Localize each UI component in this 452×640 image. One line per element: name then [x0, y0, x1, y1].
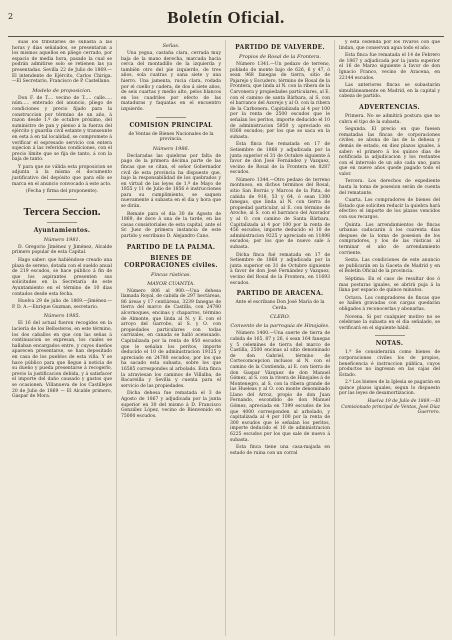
article-text: Quinta. Los arrendamientos de fincas urbanas caducarán á los cuarenta dias despues de la toma de posesion de los compradores, y los de las rústicas al terminar el año de arrendamiento corriente. — [339, 222, 440, 256]
article-text: Dicha dehesa fue rematada el 3 de Agosto de 1867 y adjudicada por la junta superior en 30 del mismo á D. Francisco González López, vecino de Bienvenido en 75000 escudos. — [121, 391, 221, 419]
notas-title: NOTAS. — [375, 340, 404, 348]
article-text: Huelva 29 de julio de 1869.—Jiménez.—P. D. A.—Enrique Guzman, secretario. — [12, 299, 112, 310]
advertencias-title: ADVERTENCIAS. — [359, 103, 420, 111]
article-text: y está cedenda por los rivaros con que lindan, que conservan agua todo el año. — [339, 40, 440, 51]
article-text: Número 1344.—Otro pedazo de terreno montuoso, en dichos términos del Rosal, sitio San Borrás y Marcos de la Pata, de cabida de 918, 53 y 64, ó sean 1380 fanegas, que linda al N. con tierra de propiedad particular, al E. con término de Aroche, al S. con el barranco del Azorador y al O. con camino de Santa Bárbara. Capitalizada al 4 por 100 por la renta de 456 escudos, importe deducido el 10 de administracion 9225 y apreciado en 11898 escudos; por los que de nuevo sale á subasta. — [230, 177, 330, 250]
propios-title: Propios de Rosal de la Frontera. — [239, 54, 321, 60]
partido-title: PARTIDO DE ARACENA. — [236, 290, 324, 298]
notice-number: Número 1986. — [152, 145, 190, 152]
article-text: Número 1341.—Un pedazo de terreno, poblado de monte bajo de 626, 6 y 47, ó sean 968 fanegas de tierra, sitio de Pajarejo y Escudero, término de Rosal de la Frontera, que linda al N. con la ribera de la Carvonera y propiedades particulares, al E. con el camino de santa Bárbara, al S. con el barranco del Azorejo y al O. con la ribera de la Carbonera. Capitalizada al 4 por 100 por la renta de 2500 escudos que le señalan los peritos, importe deducido el 10 de administracion 5850 y apreciado en 8368 escudos; por los que se saca en la subasta. — [230, 62, 330, 140]
clero-title: CLERO. — [270, 314, 290, 321]
article-text: Y para que no válida esta proposicion se adjunta á la misma el documento justificativo del depósito que para ello se marca en el anuncio convocado á este acto. — [12, 164, 112, 187]
article-text: 1.ª Se considerarán como bienes de corporaciones civiles los de propios, beneficencia é instruccion pública, cuyos productos no ingresan en las cajas del Estado. — [339, 350, 440, 378]
article-text: Declaradas las quiebras por falta de pago de la primera décima parte de las fincas que se citan, el señor Gobernador civil de esta provincia ha dispuesto que, bajo la responsabilidad de los quebrados y en virtud de las leyes de 1.º de Mayo de 1855 y 11 de Julio de 1856 é instrucciones para su cumplimiento, se saquen nuevamente á subasta en el dia y hora que se dirán. — [121, 153, 221, 210]
bienes-title: BIENES DE CORPORACIONES civiles. — [124, 254, 218, 269]
partido-title: PARTIDO DE LA PALMA. — [126, 243, 216, 251]
commission-subtitle: de Ventas de Bienes Nacionales de la provincia. — [128, 131, 214, 143]
section-title: Tercera Seccion. — [23, 205, 101, 218]
article-text: Cuarta. Los compradores de bienes del Estado que soliciten reducir la quiebra hará efectivo el importe de los plazos vencidos con sus recargos. — [339, 198, 440, 221]
article-text: Octava. Los compradores de fincas que se hallen gravadas con cargas quedarán obligados á reconocerlas y abonarlas. — [339, 295, 440, 312]
divider — [375, 335, 405, 336]
article-text: suas los tributaries de subasta a las horas y dias señalados, se presentaran a los mismos aquellos en pliego cerrado, por espacio de media hora, pasado la cual se podrán admitirse solo se retienen las ya presentadas. Sevilla 22 de Julio de 1869.— El intendente de Ejército, Carlos Chiriga. —El Secretario, Francisco de P. Castellano. — [12, 40, 112, 85]
signature: (Fecha y firma del proponente). — [25, 189, 99, 195]
column-3 — [226, 40, 335, 636]
notice-number: Número 1985. — [43, 313, 81, 320]
article-text: Una yegua, castaña clara, cerrada muy baja de la mano derecha, marcada hacia cerca del montadillo de la izquierda y también otro del pie izquierdo, de tres años, sola cuatras y sana siete y una hierro. Una jamenta, rucia clara, rodada por el cuello y cadera, de dos á siete años, de seis cuartas y medio alto, pelos blancos en los cuadriles por efecto de las mataduras y faquatas en el encuentro izquierdo. — [121, 51, 221, 112]
senas-title: Señas. — [162, 43, 180, 49]
divider — [47, 222, 77, 223]
column-1 — [8, 40, 117, 636]
divider — [47, 199, 77, 200]
article-text: Las anteriores fincas se subastarán simultáneamente en Madrid, en la capital y cabeza de partido. — [339, 83, 440, 100]
columns — [8, 40, 444, 636]
article-text: Número 806 al 900.—Una dehesa llamada Royal, de cabida de 297 hectáreas, 86 áreas y 17 centiáreas, 3239 fanegas de tierra del marco de Castilla, con 24780 alcornoques, encinas y chaparros, término de Almonte, que linda al N. y E. con el arroyo del Garrobo, al S. y O. con propiedades particulares con todas carrizales, en canada se halló acensuado. Capitalizada por la renta de 850 escudos que le señalan los peritos, importe deducido el 10 de administracion 19125 y apreciado en 24780 escudos; por los que ha sacado esta subasta, sobre los que 16585 correspondes al arbolado. Esta finca la atraviesan los caminos de Villalba, de Bacareilla y Sevilla y cuenta para el servicio de las propiedades. — [121, 288, 221, 389]
article-text: Don F. de T.... vecino de T..... calle..... núm..... enterado del anuncio, pliego de condiciones y precio fijado para la construccion por término de un año, á razon desde 1.º de octubre próximo, del suministro de pan y pienso á la fuerza del ejército y guardia civil estante y transeunte en esta á en tal localidad, se compromete á verificar el espresado servicio con entera sujecion á las referidas condiciones, con el precio límite que se fija de tanto, á con la baja de tanto. — [12, 95, 112, 163]
article-text: Esta finca fue rematada en 17 de Setiembre de 1868 y adjudicada por la junta superior el 31 de Octubre siguiente á favor de don José Fernández y Vazquez, vecino de Rosal de la Frontera en 8287 escudos. — [230, 142, 330, 176]
page-title: Boletín Oficial. — [167, 8, 285, 27]
subsection-title: Ayuntamientos. — [33, 226, 91, 234]
header-rule — [8, 36, 444, 37]
column-4 — [335, 40, 444, 636]
article-text: Número 1400.—Una suerte de tierra de cabida de 165, 87 y 26, ó sean 164 fanegas y 5 celemines de tierra del marco de Castilla, 2500 encinas al sitio denominado de don Gabriel, término de Cortecomcepcion inclusos al N. con el camino de la Contienda, al E. con tierra de don Gaspar Vázquez de don Manuel Gómez, al S. con la rivera de Hinojales á de Montenegro, al S. con la ribera grande de las Hueleas y al O. con monte denominado Llano del Arroz, propio de don Juan Fernando, escondido de don Manuel Gómez, apreciada en 7399 escudos de los que 4000 corresponden al arbolado, y capitalizada al 4 por 100 por la renta de 300 escudos que le señalan los peritos, importe deducido el 10 de administracion 6225 escudos por los que sale de nuevo á subasta. — [230, 331, 330, 443]
article-text: Sexta. Las condiciones de este anuncio se publicarán en la Gaceta de Madrid y en el Boletín Oficial de la provincia. — [339, 258, 440, 275]
article-text: Remate para el dia 30 de Agosto de 1869, de doce á una de la tarde, en las casas consistoriales de esta capital, ante el Sr. Juez de primera instancia de este partido y escribano D. Alejandro Cano. — [121, 211, 221, 240]
partido-title: PARTIDO DE VALVERDE. — [235, 44, 325, 51]
article-text: 2.ª Los bienes de la Iglesia se pagarán en quince plazos iguales, segun lo dispuesto por las leyes de desamortizacion. — [339, 380, 440, 397]
fincas-title: Fincas rústicas. — [151, 271, 191, 278]
article-text: Tercera. Los derechos de expediente hasta la toma de posesion serán de cuenta del rematante. — [339, 179, 440, 196]
signature: Huelva 19 de Julio de 1869.—El Comisionado principal de Ventas, José Díaz Guerrero. — [341, 399, 440, 416]
article-text: Séptima. En el caso de resultar dos ó mas posturas iguales, se abrirá puja á la llana por espacio de quince minutos. — [339, 276, 440, 294]
model-title: Modelo de proposicion. — [32, 87, 92, 94]
article-text: D. Gregorio Jiménez y Jiménez, Alcalde primero popular de esta Capital. — [12, 244, 112, 256]
article-text: Dicha finca fué rematada en 17 de Setiembre de 1868 y adjudicada por la junta superior en 31 de Octubre siguiente á favor de don José Fernández y Vazquez, vecino del Rosal de la Frontera, en 11693 escudos. — [230, 252, 330, 286]
page-header — [0, 8, 452, 28]
convento-title: Convento de la parroquia de Hinojales. — [230, 323, 330, 330]
article-text: Esta finca fue rematada el 14 de Febrero de 1867 y adjudicada por la junta superior el 16 de Marzo siguiente á favor de don Ignacio Franco, vecino de Aracena, en 22144 escudos. — [339, 53, 440, 81]
commission-title: COMISION PRINCIPAL — [129, 121, 213, 129]
auto-line: Ante el escribano Don José María de la Cerda. — [235, 300, 325, 311]
mayor-title: MAYOR CUANTÍA. — [147, 280, 195, 287]
article-text: Hago saber: que habiéndose creado una plaza de sereno, dotada con el sueldo anual de 219 escudos, se hace público á fin de que los aspirantes presenten sus solicitudes en la Secretaría de este Ayuntamiento en el término de 10 dias contados desde esta fecha. — [12, 258, 112, 297]
notice-number: Número 1981. — [43, 236, 81, 243]
article-text: Novena. Si por cualquier motivo no se celebrase la subasta en el dia señalado, se verificará en el siguiente hábil. — [339, 314, 440, 331]
page-number: 2 — [8, 12, 14, 21]
column-2 — [117, 40, 226, 636]
article-text: Esta finca tiene una casa-majada en estado de ruina con un corral — [230, 445, 330, 456]
article-text: El 16 del actual fueron recogidos en la laciería de los Bellosteros, en este término, los dos caballos en que con las señas á continuacion se expresan, los cuales se hallaban encargados entre, y cuyos dueños aparecen presentarse, se han depositado en casa de los pueblos de esta villa. Y se hace público para que llegue á noticia de su dueño y pueda presentarse á recogerlo, previo la justificacion debida, y á satisfacer el importe del daño causado y gastos que se ocasionen. Villanueva de los Castillejos 20 de Julio de 1869 — El Alcalde primero, Gaspar de Mora. — [12, 321, 112, 400]
article-text: Segunda. El precio en que fuesen rematadas las fincas de corporaciones civiles, se abona de las de la dehesa y demás de estado, en diez plazos iguales, á saber: el primero á los quince dias de notificada la adjudicacion y los restantes con el intervalo de un año cada uno, para que en nueve años quede pagado todo el valor. — [339, 127, 440, 177]
article-text: Primera. No se admitirá postura que no cubra el tipo de la subasta. — [339, 113, 440, 125]
divider — [156, 117, 186, 118]
